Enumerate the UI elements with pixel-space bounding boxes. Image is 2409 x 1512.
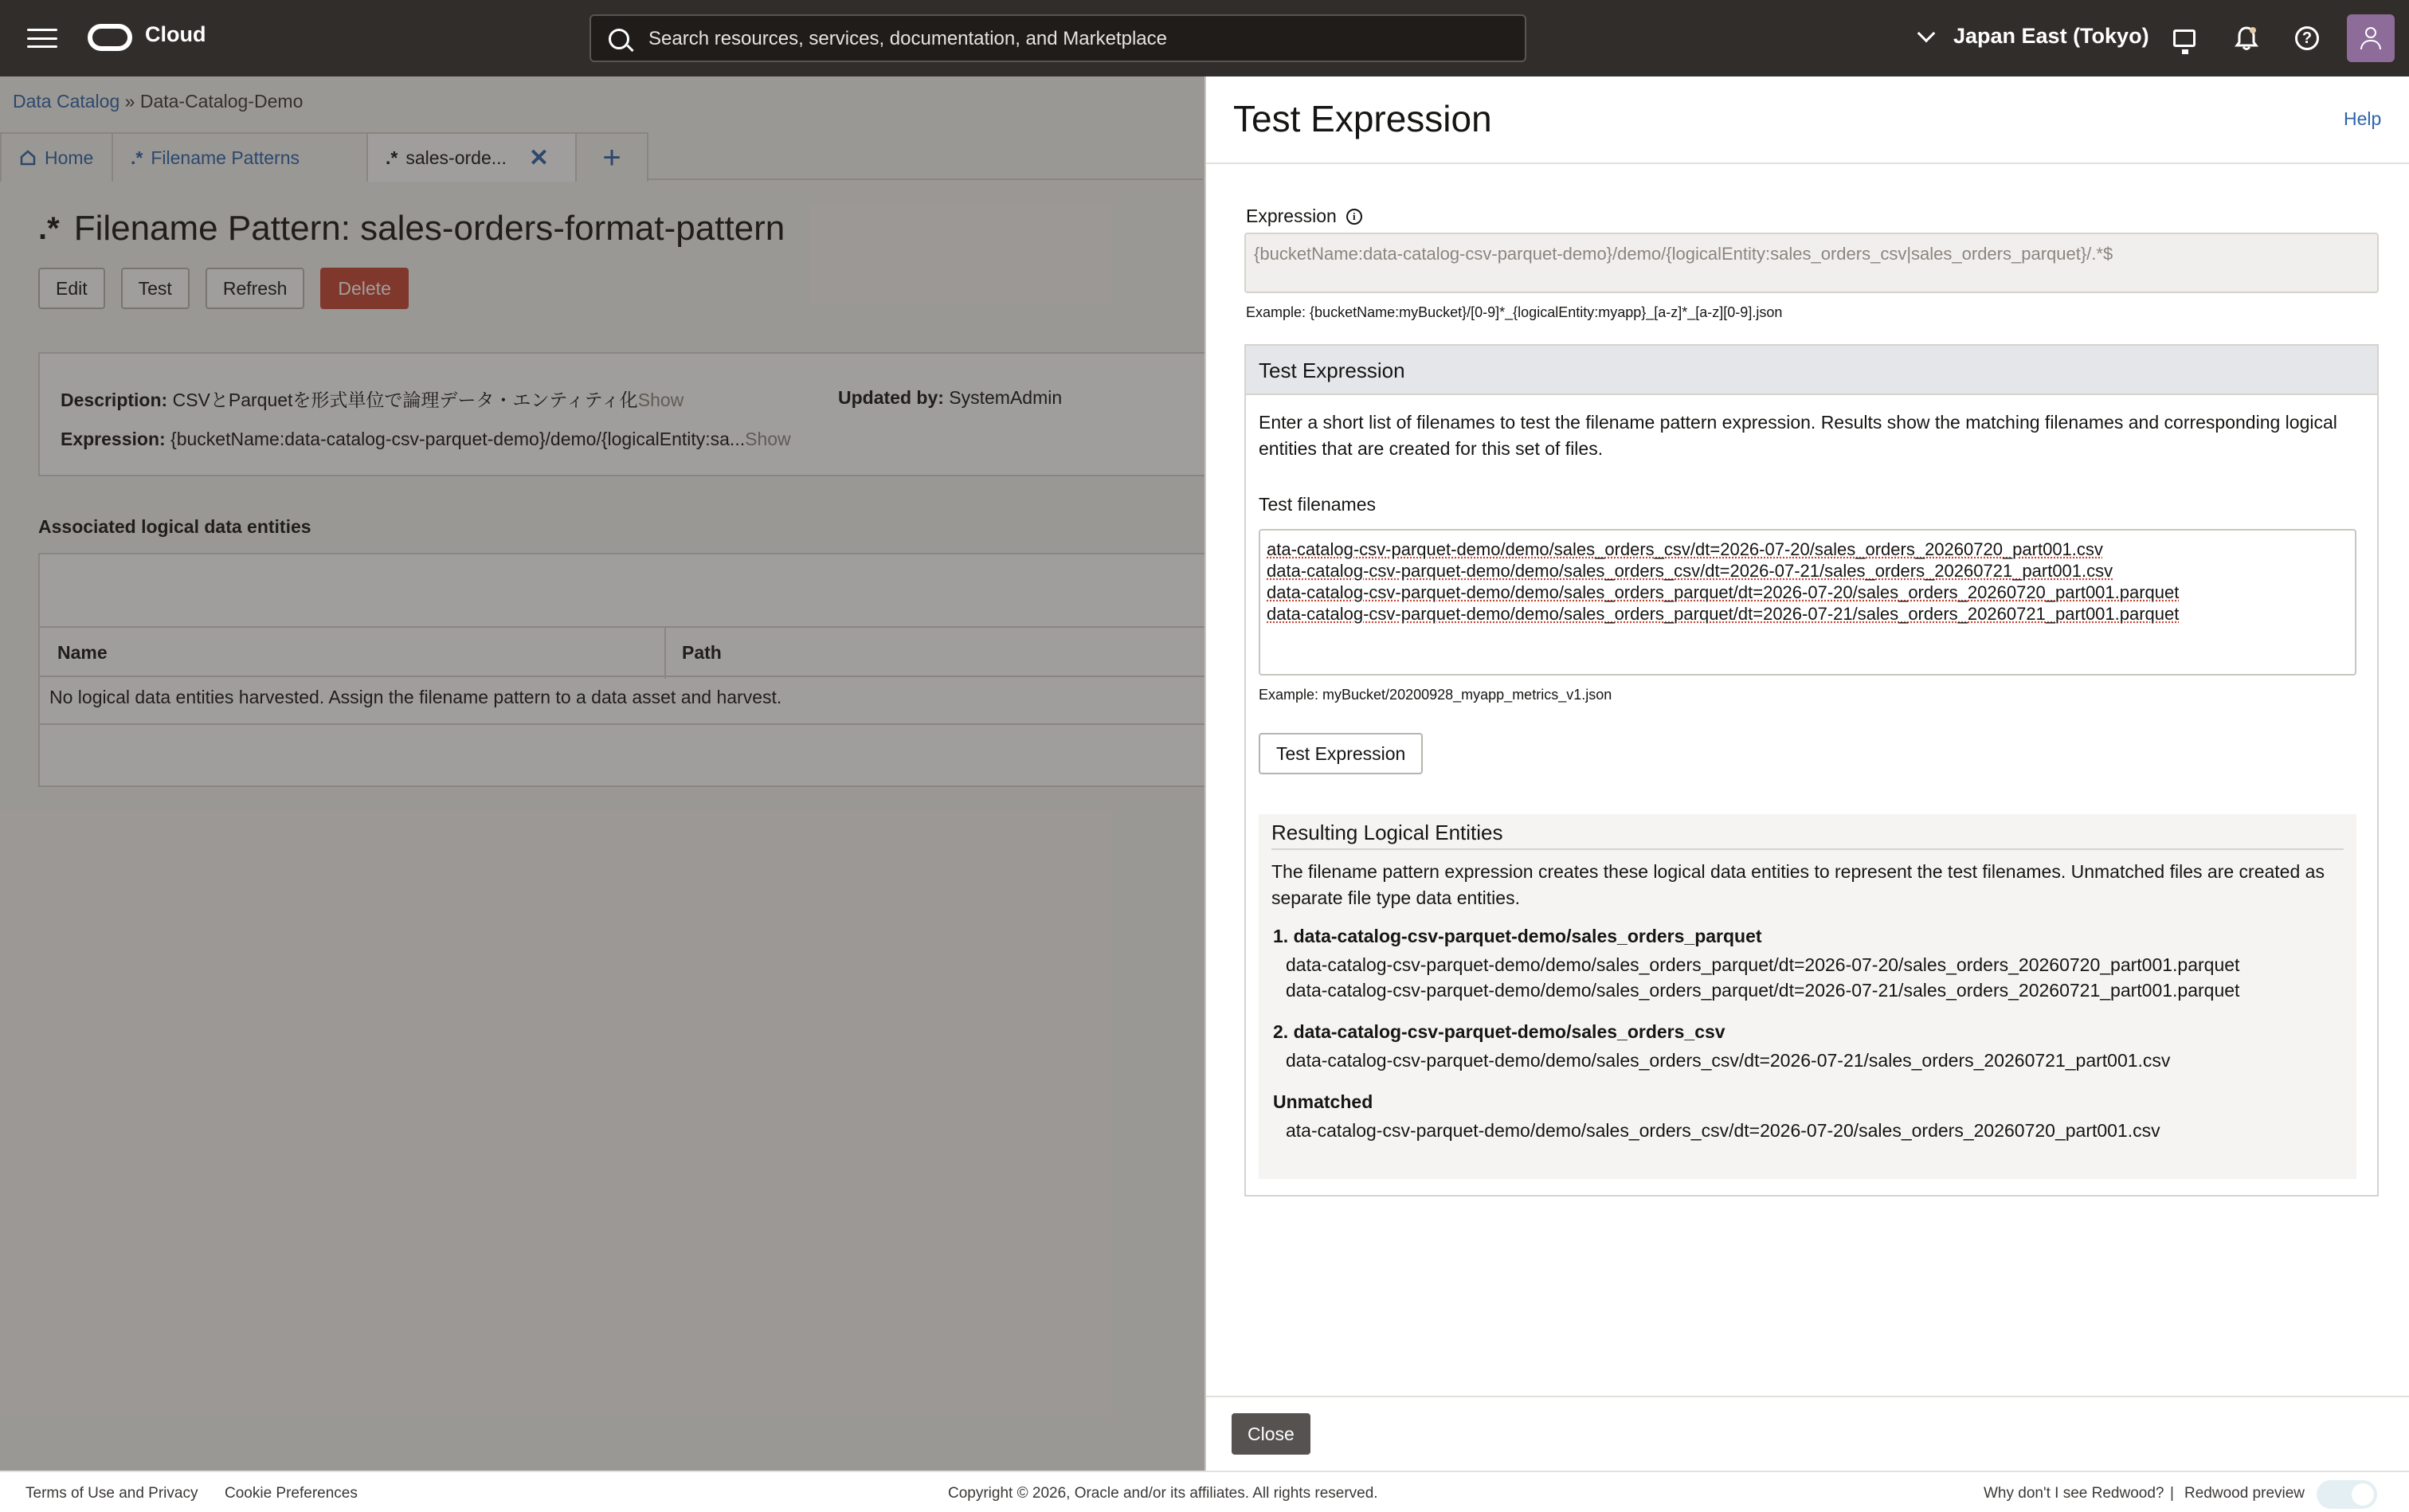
add-tab-button[interactable]: + [575, 132, 648, 182]
redwood-question-link[interactable]: Why don't I see Redwood? [1984, 1485, 2164, 1502]
breadcrumb-data-catalog[interactable]: Data Catalog [13, 91, 120, 112]
search-input[interactable] [647, 24, 1507, 54]
region-selector[interactable] [1920, 24, 2149, 49]
test-expression-drawer [1204, 76, 2409, 1471]
oracle-logo-icon[interactable] [88, 24, 132, 51]
test-expression-button[interactable]: Test Expression [1259, 733, 1423, 774]
chevron-down-icon [1917, 24, 1936, 42]
search-bar[interactable] [590, 14, 1526, 62]
resulting-entities-panel [1259, 814, 2356, 1179]
unmatched-title: Unmatched [1273, 1091, 1373, 1112]
help-icon[interactable]: ? [2293, 24, 2321, 53]
help-link[interactable]: Help [2344, 108, 2382, 129]
associated-entities-title: Associated logical data entities [38, 516, 311, 537]
refresh-button[interactable]: Refresh [206, 268, 305, 309]
pattern-icon: .* [38, 210, 60, 246]
table-empty-message: No logical data entities harvested. Assign the filename pattern to a data asset and harvest. [49, 687, 782, 707]
result-group-title: 1. data-catalog-csv-parquet-demo/sales_orders_parquet [1273, 926, 1762, 946]
tab-home-label: Home [45, 147, 94, 168]
pattern-icon: .* [386, 147, 398, 168]
unmatched-file: ata-catalog-csv-parquet-demo/demo/sales_orders_csv/dt=2026-07-20/sales_orders_20260720_part001.csv [1286, 1120, 2160, 1141]
test-filename-line: data-catalog-csv-parquet-demo/demo/sales_orders_parquet/dt=2026-07-21/sales_orders_20260721_part001.parquet [1267, 604, 2180, 624]
pattern-icon: .* [131, 147, 143, 168]
test-button[interactable]: Test [121, 268, 190, 309]
test-description: Enter a short list of filenames to test the filename pattern expression. Results show the matching filenames and corresponding logical entities that are created for this set of files. [1259, 412, 2337, 459]
result-group-title: 2. data-catalog-csv-parquet-demo/sales_orders_csv [1273, 1021, 1725, 1042]
expression-example: Example: {bucketName:myBucket}/[0-9]*_{logicalEntity:myapp}_[a-z]*_[a-z][0-9].json [1246, 304, 1783, 320]
search-icon [609, 29, 629, 49]
test-expression-section [1244, 344, 2379, 1197]
brand-name[interactable]: Cloud [145, 22, 206, 46]
page-title-text: Filename Pattern: sales-orders-format-pattern [73, 209, 785, 248]
breadcrumb-separator: » [124, 91, 135, 112]
test-filename-line: data-catalog-csv-parquet-demo/demo/sales_orders_parquet/dt=2026-07-20/sales_orders_20260720_part001.parquet [1267, 582, 2180, 602]
close-icon[interactable]: ✕ [528, 144, 550, 171]
test-filenames-example: Example: myBucket/20200928_myapp_metrics_v1.json [1259, 687, 1612, 703]
test-section-title: Test Expression [1246, 346, 2377, 395]
test-filenames-textarea[interactable] [1259, 529, 2356, 676]
column-name[interactable]: Name [57, 642, 108, 663]
unmatched-group [1273, 1091, 2160, 1143]
test-filename-line: ata-catalog-csv-parquet-demo/demo/sales_orders_csv/dt=2026-07-20/sales_orders_20260720_part001.csv [1267, 539, 2103, 559]
developer-tools-icon[interactable] [2170, 24, 2199, 53]
result-file: data-catalog-csv-parquet-demo/demo/sales_orders_csv/dt=2026-07-21/sales_orders_20260721_part001.csv [1286, 1050, 2171, 1071]
redwood-preview-label: Redwood preview [2184, 1485, 2305, 1502]
breadcrumb-current: Data-Catalog-Demo [139, 91, 304, 112]
cookie-preferences-link[interactable]: Cookie Preferences [225, 1485, 358, 1502]
updated-by-label: Updated by: [838, 387, 944, 408]
description-show-link[interactable]: Show [637, 390, 684, 410]
result-group [1273, 1021, 2170, 1073]
expression-value: {bucketName:data-catalog-csv-parquet-demo}/demo/{logicalEntity:sa... [170, 429, 746, 449]
result-file: data-catalog-csv-parquet-demo/demo/sales_orders_parquet/dt=2026-07-20/sales_orders_20260720_part001.parquet [1286, 954, 2240, 975]
result-group [1273, 926, 2239, 1003]
terms-link[interactable]: Terms of Use and Privacy [25, 1485, 198, 1502]
edit-button[interactable]: Edit [38, 268, 105, 309]
copyright-text: Copyright © 2026, Oracle and/or its affiliates. All rights reserved. [948, 1485, 1378, 1502]
close-button[interactable]: Close [1232, 1413, 1310, 1455]
redwood-preview-toggle[interactable] [2317, 1480, 2377, 1509]
menu-icon[interactable] [27, 24, 57, 53]
region-label: Japan East (Tokyo) [1953, 24, 2149, 48]
info-icon[interactable]: i [1346, 209, 1362, 225]
expression-label-text: Expression [1246, 206, 1337, 226]
expression-field: {bucketName:data-catalog-csv-parquet-demo}/demo/{logicalEntity:sales_orders_csv|sales_orders_parquet}/.*$ [1244, 233, 2379, 293]
expression-field-label [1246, 206, 1362, 227]
top-bar [0, 0, 2409, 76]
description-value: CSVとParquetを形式単位で論理データ・エンティティ化 [172, 390, 638, 410]
bell-icon[interactable] [2232, 24, 2261, 53]
footer [0, 1471, 2409, 1512]
modal-overlay[interactable] [0, 76, 1204, 1471]
results-title: Resulting Logical Entities [1271, 821, 2344, 850]
delete-button[interactable]: Delete [320, 268, 408, 309]
expression-show-link[interactable]: Show [745, 429, 791, 449]
test-filenames-label: Test filenames [1259, 494, 1377, 515]
drawer-title: Test Expression [1233, 98, 1492, 139]
description-label: Description: [61, 390, 168, 410]
tab-sales-orders-label: sales-orde... [405, 147, 507, 168]
column-path[interactable]: Path [682, 642, 722, 663]
result-file: data-catalog-csv-parquet-demo/demo/sales_orders_parquet/dt=2026-07-21/sales_orders_20260721_part001.parquet [1286, 980, 2240, 1001]
updated-by-value: SystemAdmin [949, 387, 1063, 408]
user-avatar-icon[interactable] [2347, 14, 2395, 62]
results-description: The filename pattern expression creates these logical data entities to represent the test filenames. Unmatched files are created as separate file type data entities. [1271, 861, 2325, 908]
tab-filename-patterns-label: Filename Patterns [151, 147, 300, 168]
test-filename-line: data-catalog-csv-parquet-demo/demo/sales_orders_csv/dt=2026-07-21/sales_orders_20260721_part001.csv [1267, 561, 2113, 581]
expression-label: Expression: [61, 429, 166, 449]
footer-divider: | [2170, 1485, 2174, 1502]
